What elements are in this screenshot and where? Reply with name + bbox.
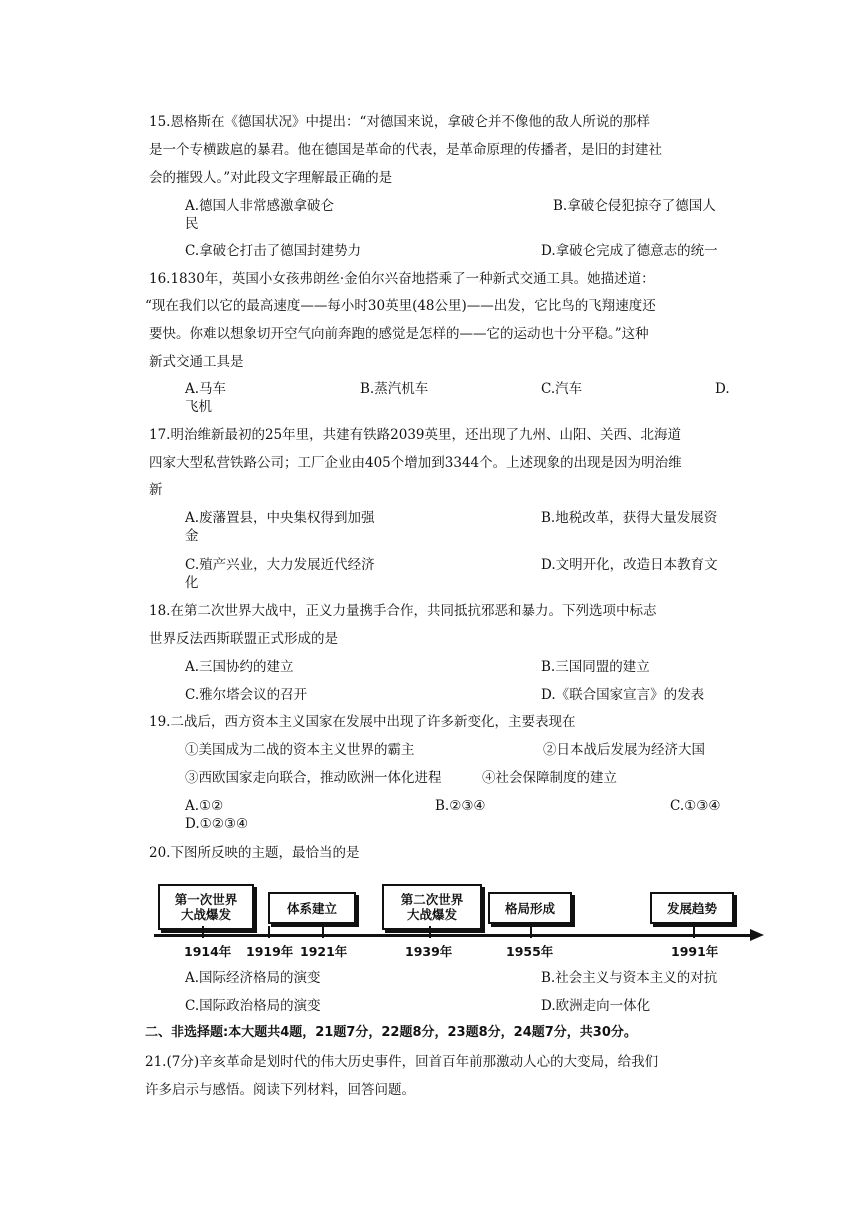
q15-stem-line2: 是一个专横跋扈的暴君。他在德国是革命的代表，是革命原理的传播者，是旧的封建社: [149, 142, 662, 158]
q20-option-d: D.欧洲走向一体化: [541, 998, 651, 1014]
q18-stem-line2: 世界反法西斯联盟正式形成的是: [149, 631, 338, 647]
q15-option-b-wrap: 民: [185, 216, 199, 232]
timeline-axis: [154, 934, 754, 937]
q18-stem-line1: 18.在第二次世界大战中，正义力量携手合作，共同抵抗邪恶和暴力。下列选项中标志: [149, 603, 657, 619]
timeline-tick: [429, 926, 431, 938]
q19-option-b: B.②③④: [435, 798, 486, 814]
q19-option-d: D.①②③④: [185, 816, 249, 832]
q16-option-d-wrap: 飞机: [185, 399, 212, 415]
section-2-heading: 二、非选择题:本大题共4题，21题7分，22题8分，23题8分，24题7分，共30分。: [145, 1025, 637, 1040]
q20-option-b: B.社会主义与资本主义的对抗: [541, 970, 718, 986]
timeline-box-ww1-line1: 第一次世界: [174, 892, 238, 907]
q16-stem-line1: 16.1830年，英国小女孩弗朗丝·金伯尔兴奋地搭乘了一种新式交通工具。她描述道：: [149, 271, 655, 287]
timeline-box-system: 体系建立: [268, 892, 356, 924]
q19-option-a: A.①②: [185, 798, 224, 814]
timeline-year: 1919年: [246, 944, 294, 959]
q16-option-d: D.: [715, 381, 730, 397]
q17-option-b-wrap: 金: [185, 528, 199, 544]
timeline-year: 1991年: [671, 944, 719, 959]
q17-stem-line2: 四家大型私营铁路公司；工厂企业由405个增加到3344个。上述现象的出现是因为明治维: [149, 455, 682, 471]
q15-option-c: C.拿破仑打击了德国封建势力: [185, 243, 362, 259]
q19-option-c: C.①③④: [670, 798, 721, 814]
timeline-year: 1939年: [405, 944, 453, 959]
timeline-tick: [693, 926, 695, 938]
timeline-year: 1921年: [300, 944, 348, 959]
timeline-figure: [150, 876, 770, 961]
q17-option-c: C.殖产兴业，大力发展近代经济: [185, 557, 375, 573]
timeline-arrow-icon: [750, 929, 764, 941]
q16-stem-line3: 要快。你难以想象切开空气向前奔跑的感觉是怎样的——它的运动也十分平稳。”这种: [149, 326, 649, 342]
timeline-tick: [268, 926, 270, 938]
q20-stem: 20.下图所反映的主题，最恰当的是: [149, 845, 360, 861]
q17-stem-line1: 17.明治维新最初的25年里，共建有铁路2039英里，还出现了九州、山阳、关西、北海道: [149, 427, 682, 443]
q17-option-c-wrap: 化: [185, 575, 199, 591]
q16-option-c: C.汽车: [541, 381, 583, 397]
q16-stem-line4: 新式交通工具是: [149, 354, 244, 370]
q19-item-4: ④社会保障制度的建立: [482, 770, 617, 786]
q15-option-d: D.拿破仑完成了德意志的统一: [541, 243, 718, 259]
q18-option-a: A.三国协约的建立: [185, 659, 294, 675]
timeline-tick: [530, 926, 532, 938]
timeline-box-ww2: [382, 884, 482, 930]
timeline-box-pattern: 格局形成: [488, 892, 572, 924]
q16-option-b: B.蒸汽机车: [360, 381, 429, 397]
q18-option-b: B.三国同盟的建立: [541, 659, 650, 675]
timeline-box-ww1: [158, 884, 254, 930]
q18-option-d: D.《联合国家宣言》的发表: [541, 687, 705, 703]
q19-item-2: ②日本战后发展为经济大国: [543, 742, 705, 758]
q17-option-d: D.文明开化，改造日本教育文: [541, 557, 718, 573]
timeline-tick: [322, 926, 324, 938]
q15-option-b: B.拿破仑侵犯掠夺了德国人: [553, 198, 716, 214]
timeline-year: 1955年: [506, 944, 554, 959]
q17-stem-line3: 新: [149, 482, 163, 498]
timeline-tick: [202, 926, 204, 938]
q20-option-a: A.国际经济格局的演变: [185, 970, 321, 986]
timeline-box-trend: 发展趋势: [650, 892, 734, 924]
q15-option-a: A.德国人非常感激拿破仑: [185, 198, 335, 214]
q21-stem-line2: 许多启示与感悟。阅读下列材料，回答问题。: [145, 1082, 415, 1098]
q19-stem: 19.二战后，西方资本主义国家在发展中出现了许多新变化，主要表现在: [149, 714, 576, 730]
q16-option-a: A.马车: [185, 381, 227, 397]
timeline-box-ww2-line1: 第二次世界: [400, 892, 464, 907]
q15-stem-line3: 会的摧毁人。”对此段文字理解最正确的是: [149, 170, 393, 186]
q21-stem-line1: 21.(7分)辛亥革命是划时代的伟大历史事件，回首百年前那激动人心的大变局，给我们: [145, 1054, 659, 1070]
q19-item-1: ①美国成为二战的资本主义世界的霸主: [185, 742, 415, 758]
timeline-box-ww2-line2: 大战爆发: [406, 907, 457, 922]
q20-option-c: C.国际政治格局的演变: [185, 998, 321, 1014]
q16-stem-line2: “现在我们以它的最高速度——每小时30英里(48公里)——出发，它比鸟的飞翔速度还: [145, 298, 656, 314]
timeline-box-ww1-line2: 大战爆发: [180, 907, 231, 922]
q19-item-3: ③西欧国家走向联合，推动欧洲一体化进程: [185, 770, 442, 786]
q17-option-b: B.地税改革，获得大量发展资: [541, 510, 718, 526]
q18-option-c: C.雅尔塔会议的召开: [185, 687, 308, 703]
q17-option-a: A.废藩置县，中央集权得到加强: [185, 510, 375, 526]
timeline-year: 1914年: [184, 944, 232, 959]
q15-stem-line1: 15.恩格斯在《德国状况》中提出：“对德国来说，拿破仑并不像他的敌人所说的那样: [149, 114, 650, 130]
